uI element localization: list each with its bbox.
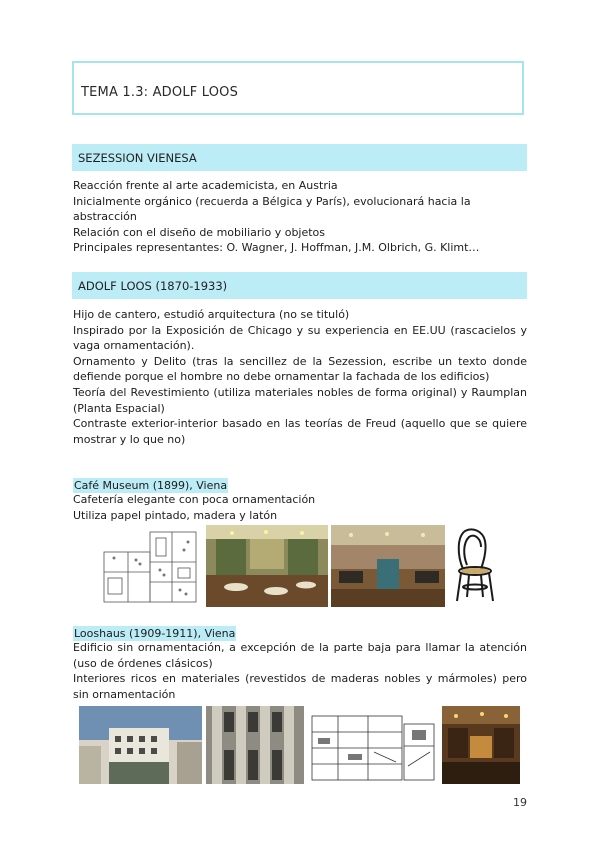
- looshaus-interior-photo: [442, 706, 520, 784]
- looshaus-facade-photo: [206, 706, 304, 784]
- section-heading-text: SEZESSION VIENESA: [78, 151, 197, 165]
- text-line: Teoría del Revestimiento (utiliza materiales nobles de forma original) y Raumplan (Planta Espacial): [73, 385, 527, 415]
- text-line: Contraste exterior-interior basado en las teorías de Freud (aquello que se quiere mostrar y lo que no): [73, 417, 527, 446]
- text-line: Inicialmente orgánico (recuerda a Bélgica y París), evolucionará hacia la abstracción: [73, 194, 471, 224]
- text-line: Interiores ricos en materiales (revestidos de maderas nobles y mármoles) pero sin ornamentación: [73, 672, 527, 701]
- looshaus-paragraph: [73, 640, 527, 702]
- page-title: TEMA 1.3: ADOLF LOOS: [81, 85, 239, 100]
- text-line: Utiliza papel pintado, madera y latón: [73, 508, 278, 522]
- text-line: Ornamento y Delito (tras la sencillez de la Sezession, escribe un texto donde defiende porque el hombre no debe ornamentar la fachada de los edificios): [73, 354, 527, 384]
- page-title-box: [72, 61, 524, 115]
- section-heading-sezession: [72, 144, 527, 171]
- text-line: Edificio sin ornamentación, a excepción de la parte baja para llamar la atención (uso de órdenes clásicos): [73, 641, 527, 670]
- section-heading-text: ADOLF LOOS (1870-1933): [78, 279, 228, 293]
- cafe-interior-photo-1: [206, 525, 328, 607]
- page-number: 19: [513, 796, 527, 809]
- text-line: Relación con el diseño de mobiliario y objetos: [73, 225, 326, 239]
- subheading-cafe-museum: Café Museum (1899), Viena: [74, 479, 228, 492]
- cafe-floorplan-image: [100, 528, 202, 608]
- looshaus-exterior-photo: [79, 706, 202, 784]
- sezession-paragraph: [73, 178, 527, 256]
- loos-paragraph: [73, 307, 527, 447]
- section-heading-loos: [72, 272, 527, 299]
- looshaus-section-drawing: [308, 706, 438, 784]
- subheading-looshaus: Looshaus (1909-1911), Viena: [74, 627, 236, 640]
- cafe-interior-photo-2: [331, 525, 445, 607]
- text-line: Cafetería elegante con poca ornamentación: [73, 493, 316, 506]
- text-line: Hijo de cantero, estudió arquitectura (no se tituló): [73, 308, 350, 321]
- text-line: Inspirado por la Exposición de Chicago y su experiencia en EE.UU (rascacielos y vaga ornamentación).: [73, 323, 527, 353]
- cafe-museum-paragraph: [73, 492, 527, 523]
- cafe-chair-image: [449, 525, 499, 605]
- text-line: Principales representantes: O. Wagner, J. Hoffman, J.M. Olbrich, G. Klimt…: [73, 241, 480, 255]
- text-line: Reacción frente al arte academicista, en Austria: [73, 179, 338, 192]
